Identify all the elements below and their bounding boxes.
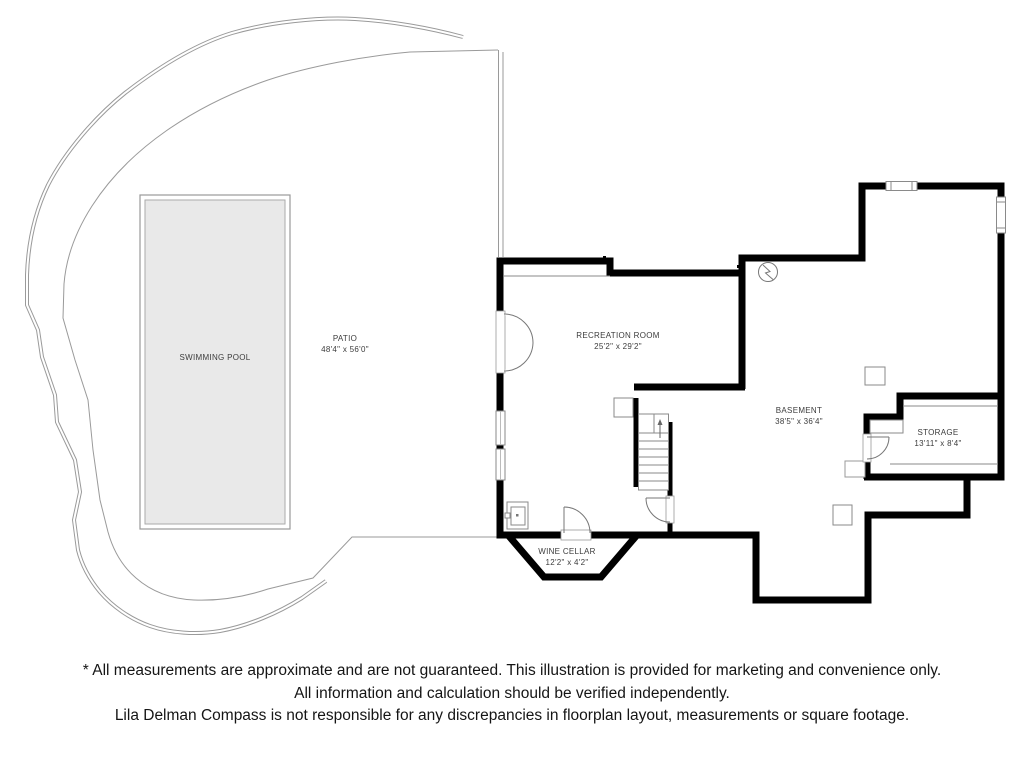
stairs-icon xyxy=(639,414,669,490)
column-post xyxy=(833,505,852,525)
utility-fixture xyxy=(505,502,528,529)
electrical-panel-icon xyxy=(759,263,778,282)
window-icon xyxy=(496,411,505,445)
disclaimer-line-1: * All measurements are approximate and are not guaranteed. This illustration is provided for marketing and convenience only. xyxy=(82,662,942,679)
room-label-storage: STORAGE xyxy=(917,428,959,437)
column-post xyxy=(614,398,633,417)
room-dims-basement: 38'5" x 36'4" xyxy=(775,417,823,426)
wine-cellar-walls xyxy=(508,535,637,577)
swimming-pool xyxy=(140,195,290,529)
room-label-basement: BASEMENT xyxy=(775,406,823,415)
window-icon xyxy=(496,449,505,480)
pool-water xyxy=(145,200,285,524)
room-label-swimming-pool: SWIMMING POOL xyxy=(179,353,251,362)
shelf xyxy=(870,420,903,433)
room-label-patio: PATIO xyxy=(332,334,358,343)
room-label-wine-cellar: WINE CELLAR xyxy=(538,547,596,556)
column-post xyxy=(865,367,885,385)
door-icon xyxy=(646,496,674,523)
window-icon xyxy=(886,182,917,191)
room-dims-storage: 13'11" x 8'4" xyxy=(914,439,962,448)
disclaimer xyxy=(0,660,1024,728)
door-icon xyxy=(561,507,591,540)
door-icon xyxy=(863,434,889,462)
shelf xyxy=(845,461,865,477)
room-dims-wine-cellar: 12'2" x 4'2" xyxy=(545,558,589,567)
window-icon xyxy=(997,197,1006,233)
room-label-recreation-room: RECREATION ROOM xyxy=(576,331,660,340)
disclaimer-line-2: All information and calculation should be verified independently. xyxy=(294,684,730,702)
disclaimer-line-3: Lila Delman Compass is not responsible for any discrepancies in floorplan layout, measurements or square footage. xyxy=(114,707,910,724)
double-door-icon xyxy=(496,311,533,373)
room-dims-recreation-room: 25'2" x 29'2" xyxy=(594,342,642,351)
room-dims-patio: 48'4" x 56'0" xyxy=(321,345,369,354)
